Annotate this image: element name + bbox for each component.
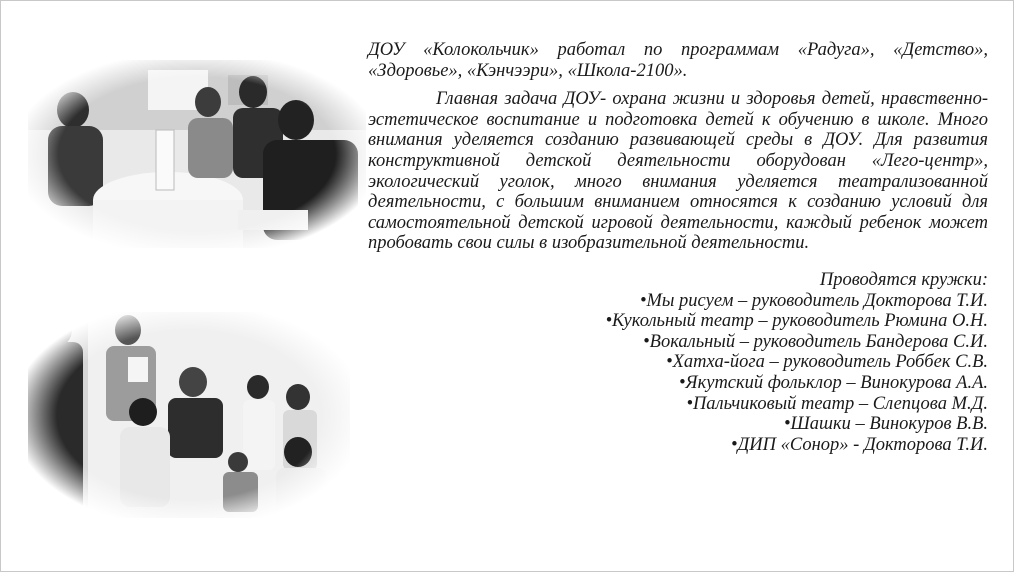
text-column xyxy=(368,40,988,455)
club-item: •Мы рисуем – руководитель Докторова Т.И. xyxy=(640,290,988,311)
club-item: •Шашки – Винокуров В.В. xyxy=(784,414,988,435)
club-item: •Хатха-йога – руководитель Роббек С.В. xyxy=(666,352,988,373)
club-item: •Кукольный театр – руководитель Рюмина О.Н. xyxy=(605,311,988,332)
club-item: •Пальчиковый театр – Слепцова М.Д. xyxy=(686,393,988,414)
club-item: •Вокальный – руководитель Бандерова С.И. xyxy=(643,331,988,352)
main-task-paragraph: Главная задача ДОУ- охрана жизни и здоровья детей, нравственно-эстетическое воспитание и подготовка детей к обучению в школе. Много внимания уделяется созданию развивающей среды в ДОУ. Для развития конструктивной детской деятельности оборудован «Лего-центр», экологический уголок, много внимания уделяется театрализованной деятельности, с большим вниманием относятся к созданию условий для самостоятельной детской игровой деятельности, каждый ребенок может пробовать свои силы в изобразительной деятельности. xyxy=(368,89,988,254)
photo-meeting xyxy=(28,60,366,248)
intro-paragraph: ДОУ «Колокольчик» работал по программам «Радуга», «Детство», «Здоровье», «Кэнчээри», «Школа-2100». xyxy=(368,40,988,81)
club-item: •Якутский фольклор – Винокурова А.А. xyxy=(678,372,988,393)
photo-meeting-image xyxy=(28,60,366,248)
photo-children-image xyxy=(28,312,350,518)
clubs-list xyxy=(368,270,988,455)
photo-children xyxy=(28,312,350,518)
clubs-heading: Проводятся кружки: xyxy=(819,269,988,290)
club-item: •ДИП «Сонор» - Докторова Т.И. xyxy=(731,434,988,455)
